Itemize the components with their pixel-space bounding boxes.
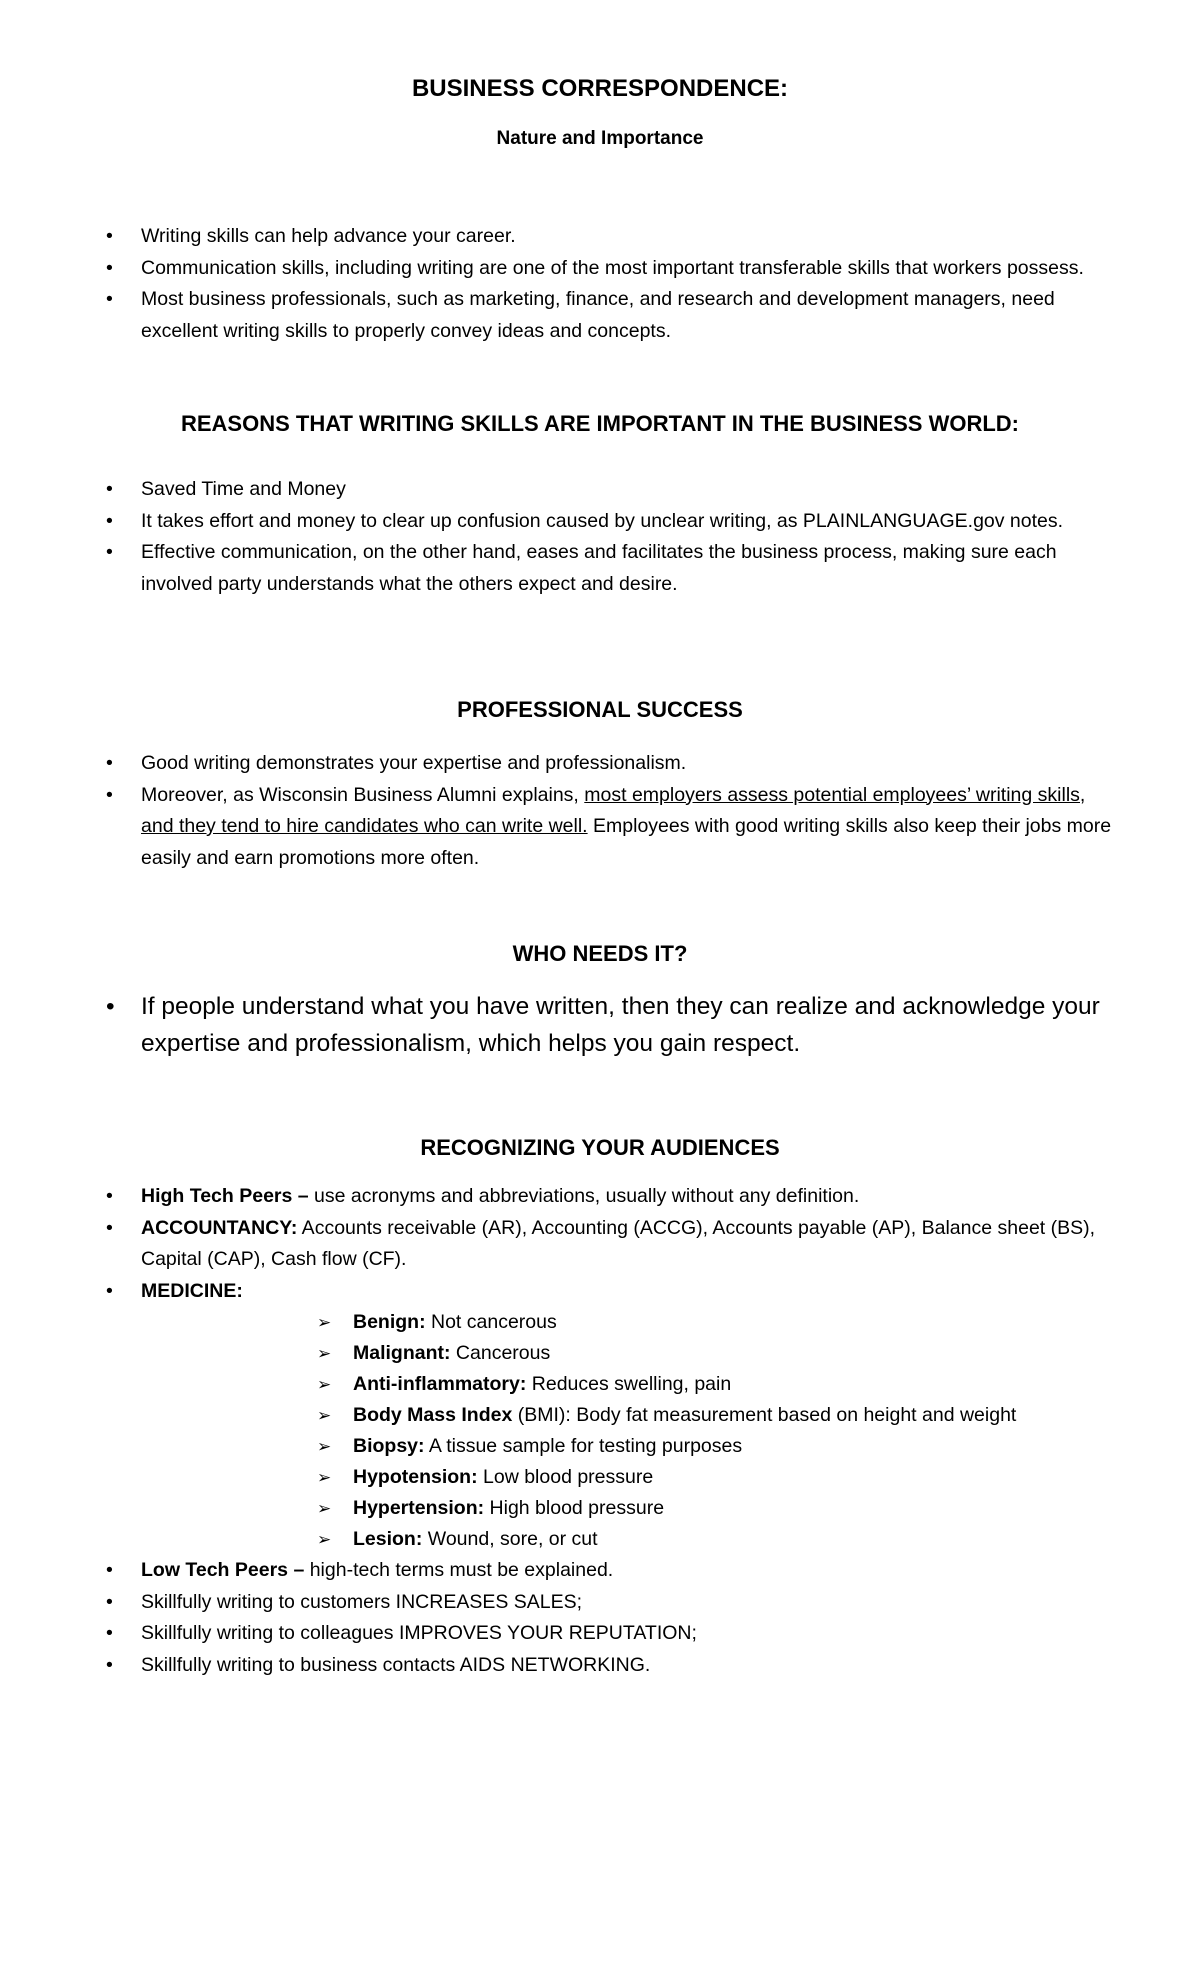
page-subtitle: Nature and Importance (496, 128, 704, 149)
list-item: • It takes effort and money to clear up confusion caused by unclear writing, as PLAINLANGUAGE.gov notes. (0, 506, 1200, 538)
sublist-item: ➢ Lesion: Wound, sore, or cut (141, 1524, 1120, 1555)
arrowhead-icon: ➢ (317, 1406, 332, 1425)
reasons-list (0, 474, 1200, 600)
list-item: • Saved Time and Money (0, 474, 1200, 506)
arrowhead-icon: ➢ (317, 1499, 332, 1518)
list-item: • Low Tech Peers – high-tech terms must be explained. (0, 1555, 1200, 1587)
list-item: • Skillfully writing to colleagues IMPROVES YOUR REPUTATION; (0, 1618, 1200, 1650)
list-item: • Moreover, as Wisconsin Business Alumni explains, most employers assess potential employees’ writing skills, and they tend to hire candidates who can write well. Employees with good writing skills also keep their jobs more easily and earn promotions more often. (0, 780, 1200, 875)
sublist-item: ➢ Malignant: Cancerous (141, 1338, 1120, 1369)
arrowhead-icon: ➢ (317, 1530, 332, 1549)
sublist-item: ➢ Anti-inflammatory: Reduces swelling, pain (141, 1369, 1120, 1400)
list-item: • Skillfully writing to business contacts AIDS NETWORKING. (0, 1650, 1200, 1682)
intro-list (0, 221, 1200, 347)
bullet-icon: • (106, 783, 113, 806)
list-item: • MEDICINE: ➢ Benign: Not cancerous ➢ Malignant: Cancerous ➢ Anti-inflammatory: Reduces swelling, pain ➢ Body Mass Index (BMI): Body fat measurement based on height and weight ➢ Biopsy: A tissue sample for testing purposes ➢ Hypotension: Low blood pressure ➢ Hypertension: High blood pressure ➢ Lesion: Wound, sore, or cut (0, 1276, 1200, 1556)
audiences-list (0, 1181, 1200, 1681)
sublist-item: ➢ Hypertension: High blood pressure (141, 1493, 1120, 1524)
arrowhead-icon: ➢ (317, 1437, 332, 1456)
list-item: • Communication skills, including writing are one of the most important transferable skills that workers possess. (0, 253, 1200, 285)
underlined-quote: most employers assess potential employees’ writing skills, and they tend to hire candidates who can write well. (141, 783, 1086, 837)
list-item: • If people understand what you have written, then they can realize and acknowledge your expertise and professionalism, which helps you gain respect. (0, 988, 1200, 1062)
success-list (0, 748, 1200, 874)
bullet-icon: • (106, 993, 115, 1020)
bullet-icon: • (106, 1185, 113, 1207)
bullet-icon: • (106, 509, 113, 532)
bullet-icon: • (106, 1622, 113, 1644)
arrowhead-icon: ➢ (317, 1313, 332, 1332)
bullet-icon: • (106, 1559, 113, 1581)
list-item: • Writing skills can help advance your career. (0, 221, 1200, 253)
section-heading-audiences: RECOGNIZING YOUR AUDIENCES (420, 1135, 780, 1160)
list-item: • Skillfully writing to customers INCREASES SALES; (0, 1587, 1200, 1619)
bullet-icon: • (106, 1279, 113, 1302)
sublist-item: ➢ Hypotension: Low blood pressure (141, 1462, 1120, 1493)
section-heading-who: WHO NEEDS IT? (512, 941, 688, 966)
arrowhead-icon: ➢ (317, 1344, 332, 1363)
sublist-item: ➢ Biopsy: A tissue sample for testing purposes (141, 1431, 1120, 1462)
section-heading-reasons: REASONS THAT WRITING SKILLS ARE IMPORTANT IN THE BUSINESS WORLD: (180, 411, 1020, 436)
section-heading-success: PROFESSIONAL SUCCESS (457, 697, 743, 722)
arrowhead-icon: ➢ (317, 1468, 332, 1487)
bullet-icon: • (106, 752, 113, 774)
bullet-icon: • (106, 225, 113, 247)
bullet-icon: • (106, 288, 113, 310)
medicine-sublist (141, 1307, 1120, 1555)
page-title: BUSINESS CORRESPONDENCE: (411, 75, 789, 102)
bullet-icon: • (106, 1653, 113, 1676)
list-item: • Most business professionals, such as marketing, finance, and research and development managers, need excellent writing skills to properly convey ideas and concepts. (0, 284, 1200, 347)
arrowhead-icon: ➢ (317, 1375, 332, 1394)
bullet-icon: • (106, 541, 113, 563)
list-item: • ACCOUNTANCY: Accounts receivable (AR), Accounting (ACCG), Accounts payable (AP), Balance sheet (BS), Capital (CAP), Cash flow (CF). (0, 1213, 1200, 1276)
bullet-icon: • (106, 1590, 113, 1613)
sublist-item: ➢ Benign: Not cancerous (141, 1307, 1120, 1338)
list-item: • High Tech Peers – use acronyms and abbreviations, usually without any definition. (0, 1181, 1200, 1213)
bullet-icon: • (106, 256, 113, 279)
list-item: • Good writing demonstrates your expertise and professionalism. (0, 748, 1200, 780)
bullet-icon: • (106, 1216, 113, 1239)
who-list (0, 988, 1200, 1062)
list-item: • Effective communication, on the other hand, eases and facilitates the business process, making sure each involved party understands what the others expect and desire. (0, 537, 1200, 600)
bullet-icon: • (106, 478, 113, 500)
sublist-item: ➢ Body Mass Index (BMI): Body fat measurement based on height and weight (141, 1400, 1120, 1431)
